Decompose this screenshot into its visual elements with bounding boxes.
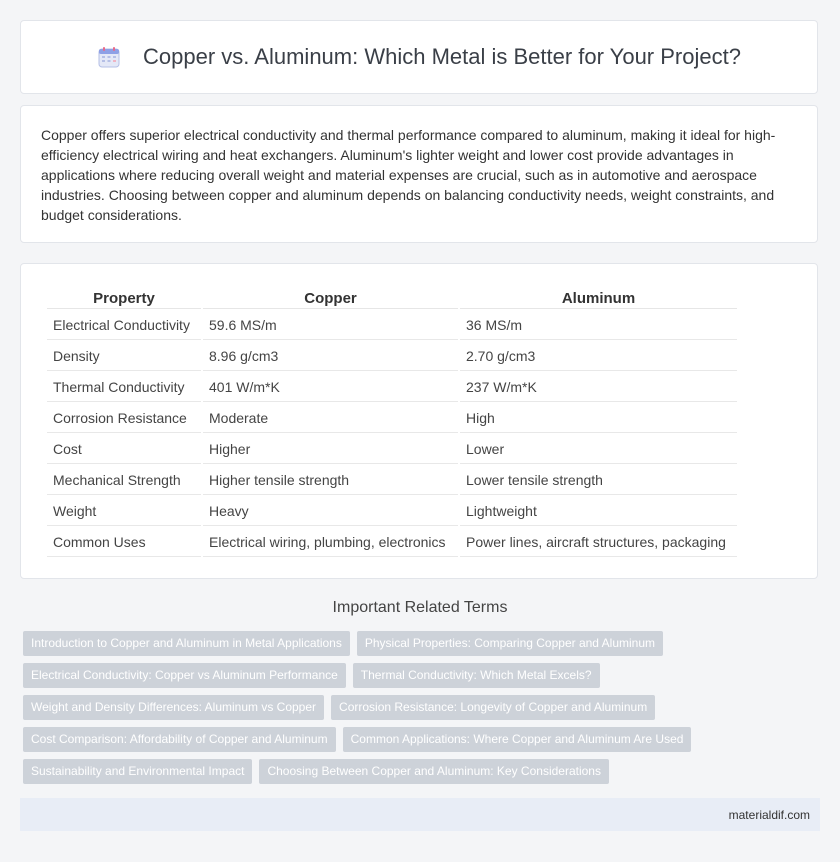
property-cell: Mechanical Strength <box>47 466 201 495</box>
table-header-row <box>47 286 737 309</box>
related-terms-list <box>23 631 723 791</box>
table-row <box>47 373 737 402</box>
header-card <box>20 20 818 94</box>
aluminum-cell: 237 W/m*K <box>460 373 737 402</box>
property-cell: Corrosion Resistance <box>47 404 201 433</box>
property-cell: Common Uses <box>47 528 201 557</box>
column-header-aluminum: Aluminum <box>460 286 737 309</box>
related-term-link[interactable]: Physical Properties: Comparing Copper and Aluminum <box>357 631 663 656</box>
copper-cell: 8.96 g/cm3 <box>203 342 458 371</box>
calendar-icon <box>97 45 121 69</box>
table-row <box>47 435 737 464</box>
property-cell: Electrical Conductivity <box>47 311 201 340</box>
copper-cell: Moderate <box>203 404 458 433</box>
table-row <box>47 404 737 433</box>
aluminum-cell: Lower <box>460 435 737 464</box>
related-term-link[interactable]: Sustainability and Environmental Impact <box>23 759 252 784</box>
aluminum-cell: 2.70 g/cm3 <box>460 342 737 371</box>
column-header-copper: Copper <box>203 286 458 309</box>
comparison-table-card <box>20 263 818 579</box>
copper-cell: Heavy <box>203 497 458 526</box>
table-row <box>47 528 737 557</box>
footer-bar <box>20 798 820 831</box>
related-term-link[interactable]: Thermal Conductivity: Which Metal Excels? <box>353 663 600 688</box>
property-cell: Cost <box>47 435 201 464</box>
table-row <box>47 497 737 526</box>
comparison-table <box>45 284 739 559</box>
table-row <box>47 466 737 495</box>
aluminum-cell: Lower tensile strength <box>460 466 737 495</box>
related-term-link[interactable]: Choosing Between Copper and Aluminum: Key Considerations <box>259 759 609 784</box>
copper-cell: 401 W/m*K <box>203 373 458 402</box>
copper-cell: Higher tensile strength <box>203 466 458 495</box>
intro-paragraph: Copper offers superior electrical conductivity and thermal performance compared to aluminum, making it ideal for high-efficiency electrical wiring and heat exchangers. Aluminum's lighter weight and lower cost provide advantages in applications where reducing overall weight and material expenses are crucial, such as in automotive and aerospace industries. Choosing between copper and aluminum depends on balancing conductivity needs, weight constraints, and budget considerations. <box>41 127 776 223</box>
property-cell: Weight <box>47 497 201 526</box>
aluminum-cell: High <box>460 404 737 433</box>
aluminum-cell: Power lines, aircraft structures, packaging <box>460 528 737 557</box>
related-term-link[interactable]: Cost Comparison: Affordability of Copper and Aluminum <box>23 727 336 752</box>
aluminum-cell: Lightweight <box>460 497 737 526</box>
related-term-link[interactable]: Electrical Conductivity: Copper vs Aluminum Performance <box>23 663 346 688</box>
related-terms-heading: Important Related Terms <box>332 599 508 616</box>
related-term-link[interactable]: Introduction to Copper and Aluminum in Metal Applications <box>23 631 350 656</box>
property-cell: Density <box>47 342 201 371</box>
aluminum-cell: 36 MS/m <box>460 311 737 340</box>
copper-cell: Higher <box>203 435 458 464</box>
copper-cell: 59.6 MS/m <box>203 311 458 340</box>
table-row <box>47 311 737 340</box>
page-title: Copper vs. Aluminum: Which Metal is Better for Your Project? <box>143 44 741 69</box>
property-cell: Thermal Conductivity <box>47 373 201 402</box>
copper-cell: Electrical wiring, plumbing, electronics <box>203 528 458 557</box>
intro-card <box>20 105 818 243</box>
related-term-link[interactable]: Weight and Density Differences: Aluminum vs Copper <box>23 695 324 720</box>
footer-site-link[interactable]: materialdif.com <box>728 807 810 822</box>
column-header-property: Property <box>47 286 201 309</box>
related-term-link[interactable]: Common Applications: Where Copper and Aluminum Are Used <box>343 727 692 752</box>
table-row <box>47 342 737 371</box>
related-term-link[interactable]: Corrosion Resistance: Longevity of Copper and Aluminum <box>331 695 655 720</box>
